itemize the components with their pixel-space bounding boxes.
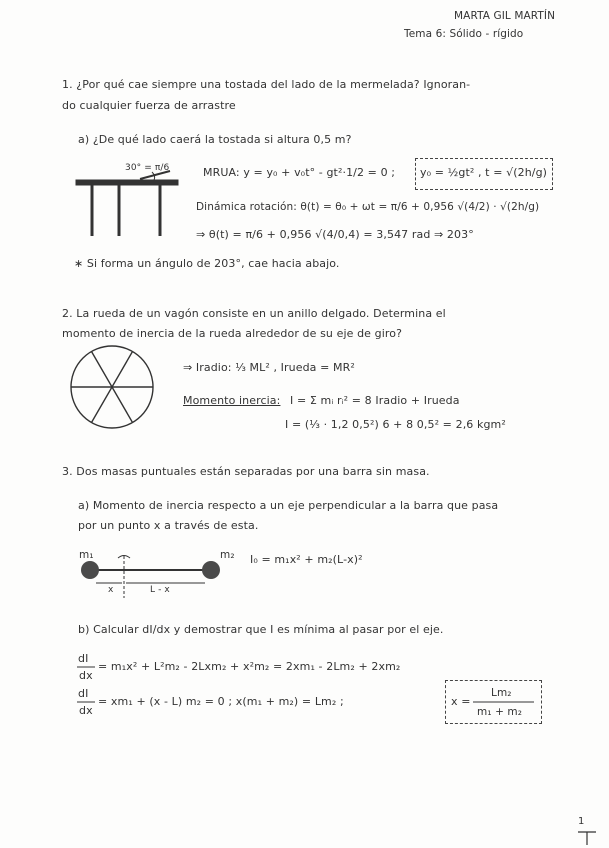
mass-1-label: m₁ <box>79 549 94 561</box>
topic-title: Tema 6: Sólido - rígido <box>404 28 524 40</box>
page-number: 1 <box>578 816 585 827</box>
q1-conclusion: ∗ Si forma un ángulo de 203°, cae hacia abajo. <box>74 257 340 270</box>
author-name: MARTA GIL MARTÍN <box>454 10 556 22</box>
deriv2-equation: = xm₁ + (x - L) m₂ = 0 ; x(m₁ + m₂) = Lm₂ ; <box>98 695 344 708</box>
q1-mrua-equation: MRUA: y = y₀ + v₀t° - gt²·1/2 = 0 ; <box>203 166 396 179</box>
deriv1-denominator: dx <box>79 669 93 682</box>
q2-moment-label: Momento inercia: <box>183 394 281 407</box>
wheel-diagram <box>71 346 153 428</box>
deriv2-numerator: dI <box>78 687 89 700</box>
q1-result: ⇒ θ(t) = π/6 + 0,956 √(4/0,4) = 3,547 rad ⇒ 203° <box>196 228 474 241</box>
q2-statement-line2: momento de inercia de la rueda alrededor de su eje de giro? <box>62 327 403 340</box>
final-numerator: Lm₂ <box>491 687 512 699</box>
final-denominator: m₁ + m₂ <box>477 706 523 718</box>
x-label: x <box>108 585 114 595</box>
q1-boxed-equation: y₀ = ½gt² , t = √(2h/g) <box>420 166 548 179</box>
q3-sub-a-line1: a) Momento de inercia respecto a un eje perpendicular a la barra que pasa <box>78 499 499 512</box>
q2-equation-1: ⇒ Iradio: ⅓ ML² , Irueda = MR² <box>183 361 355 374</box>
table-diagram <box>76 171 178 236</box>
q1-dynamics-equation: Dinámica rotación: θ(t) = θ₀ + ωt = π/6 + 0,956 √(4/2) · √(2h/g) <box>196 201 540 213</box>
mass-2-ball <box>202 561 220 579</box>
deriv1-equation: = m₁x² + L²m₂ - 2Lxm₂ + x²m₂ = 2xm₁ - 2Lm₂ + 2xm₂ <box>98 660 401 673</box>
q3-io-equation: I₀ = m₁x² + m₂(L-x)² <box>250 553 363 566</box>
mass-2-label: m₂ <box>220 549 235 561</box>
q1-sub-a: a) ¿De qué lado caerá la tostada si altura 0,5 m? <box>78 133 352 146</box>
q3-statement: 3. Dos masas puntuales están separadas por una barra sin masa. <box>62 465 430 478</box>
q1-statement-line1: 1. ¿Por qué cae siempre una tostada del lado de la mermelada? Ignoran- <box>62 78 471 91</box>
q2-equation-3: I = (⅓ · 1,2 0,5²) 6 + 8 0,5² = 2,6 kgm² <box>285 418 506 431</box>
deriv2-denominator: dx <box>79 704 93 717</box>
deriv1-numerator: dI <box>78 652 89 665</box>
final-x-label: x = <box>451 695 471 708</box>
q1-statement-line2: do cualquier fuerza de arrastre <box>62 99 236 112</box>
q3-sub-b: b) Calcular dI/dx y demostrar que I es mínima al pasar por el eje. <box>78 623 444 636</box>
corner-mark <box>578 832 596 845</box>
table-top <box>76 180 178 185</box>
lx-label: L - x <box>150 585 170 595</box>
mass-1-ball <box>81 561 99 579</box>
q2-equation-2: I = Σ mᵢ rᵢ² = 8 Iradio + Irueda <box>290 394 460 407</box>
q3-sub-a-line2: por un punto x a través de esta. <box>78 519 259 532</box>
angle-label: 30° = π/6 <box>125 163 170 173</box>
q2-statement-line1: 2. La rueda de un vagón consiste en un anillo delgado. Determina el <box>62 307 446 320</box>
